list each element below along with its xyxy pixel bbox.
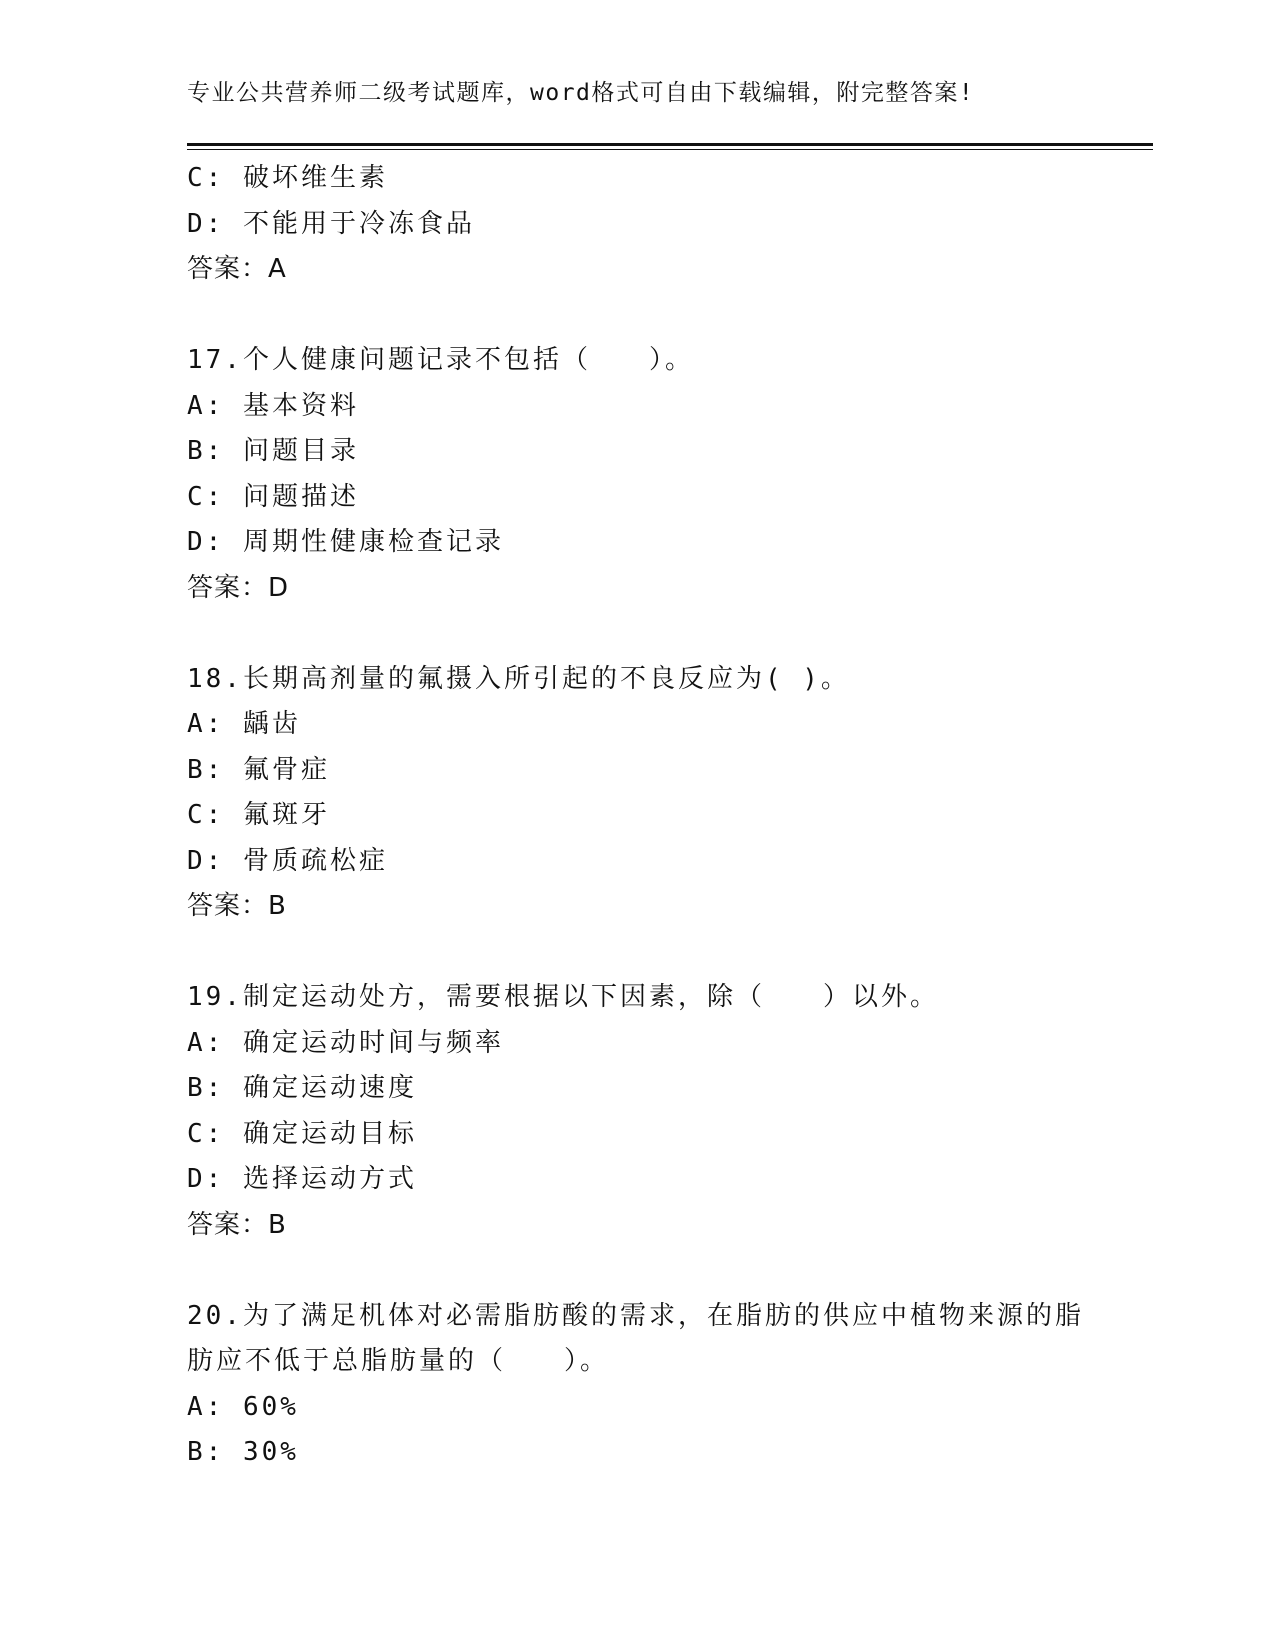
option-d: D: 不能用于冷冻食品 — [187, 208, 475, 239]
question-17 — [187, 338, 1087, 611]
answer: 答案：A — [187, 254, 287, 284]
option-b: B: 30% — [187, 1437, 299, 1467]
question-stem: 19.制定运动处方，需要根据以下因素，除（ ）以外。 — [187, 982, 939, 1012]
option-c: C: 问题描述 — [187, 481, 359, 512]
option-b: B: 确定运动速度 — [187, 1073, 417, 1103]
header-rule-thick — [187, 143, 1153, 146]
option-c: C: 氟斑牙 — [187, 800, 330, 830]
question-stem: 17.个人健康问题记录不包括（ ）。 — [187, 345, 694, 375]
answer: 答案：B — [187, 891, 287, 921]
option-d: D: 骨质疏松症 — [187, 845, 388, 876]
option-d: D: 选择运动方式 — [187, 1164, 417, 1194]
question-stem-line-2: 肪应不低于总脂肪量的（ ）。 — [187, 1346, 610, 1376]
question-stem-line-1: 20.为了满足机体对必需脂肪酸的需求，在脂肪的供应中植物来源的脂 — [187, 1300, 1084, 1331]
question-20 — [187, 1294, 1087, 1476]
question-18 — [187, 657, 1087, 930]
option-b: B: 问题目录 — [187, 436, 359, 466]
option-c: C: 破坏维生素 — [187, 163, 388, 193]
option-b: B: 氟骨症 — [187, 754, 330, 785]
question-list — [187, 156, 1087, 1476]
option-a: A: 确定运动时间与频率 — [187, 1027, 504, 1058]
header-rule-thin — [187, 149, 1153, 150]
option-a: A: 龋齿 — [187, 709, 301, 739]
answer: 答案：D — [187, 572, 290, 603]
page-header: 专业公共营养师二级考试题库，word格式可自由下载编辑，附完整答案! — [187, 80, 975, 106]
option-a: A: 60% — [187, 1391, 299, 1422]
question-stem: 18.长期高剂量的氟摄入所引起的不良反应为( )。 — [187, 663, 850, 694]
answer: 答案：B — [187, 1209, 287, 1240]
option-c: C: 确定运动目标 — [187, 1118, 417, 1149]
question-19 — [187, 975, 1087, 1248]
option-a: A: 基本资料 — [187, 390, 359, 421]
option-d: D: 周期性健康检查记录 — [187, 527, 504, 557]
